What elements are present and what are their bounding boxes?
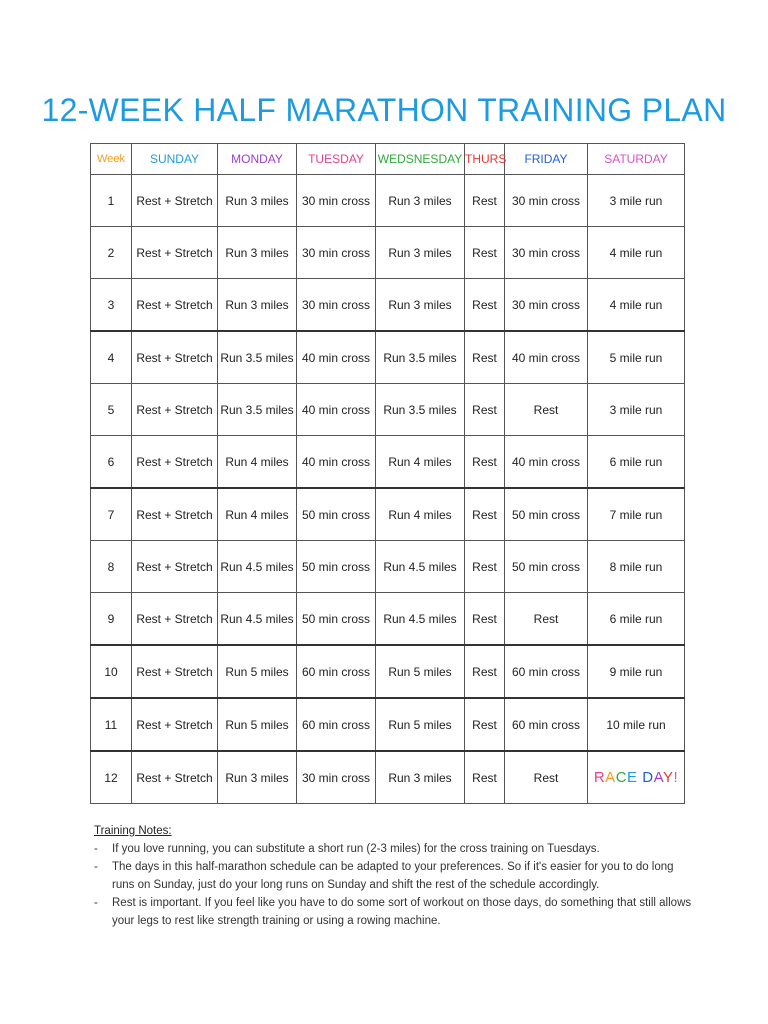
cell-friday: Rest [505,593,588,646]
cell-tuesday: 40 min cross [297,384,376,436]
note-bullet: - [94,861,98,873]
table-row [91,488,685,541]
note-bullet: - [94,843,98,855]
cell-thursday: Rest [465,645,505,698]
cell-wednesday: Run 3 miles [376,751,465,804]
cell-thursday: Rest [465,227,505,279]
page-title: 12-WEEK HALF MARATHON TRAINING PLAN [41,92,727,128]
cell-wednesday: Run 5 miles [376,645,465,698]
cell-sunday: Rest + Stretch [132,698,218,751]
cell-friday: 40 min cross [505,331,588,384]
cell-friday: 50 min cross [505,541,588,593]
cell-thursday: Rest [465,488,505,541]
table-row [91,436,685,489]
cell-sunday: Rest + Stretch [132,593,218,646]
cell-monday: Run 5 miles [218,645,297,698]
cell-week: 3 [91,279,132,332]
cell-thursday: Rest [465,751,505,804]
cell-week: 4 [91,331,132,384]
cell-week: 7 [91,488,132,541]
cell-week: 8 [91,541,132,593]
cell-monday: Run 4 miles [218,488,297,541]
cell-tuesday: 30 min cross [297,175,376,227]
cell-thursday: Rest [465,593,505,646]
cell-week: 6 [91,436,132,489]
column-header-saturday: SATURDAY [588,144,685,175]
cell-saturday: 6 mile run [588,436,685,489]
cell-wednesday: Run 5 miles [376,698,465,751]
table-row [91,331,685,384]
cell-thursday: Rest [465,175,505,227]
table-row [91,227,685,279]
cell-saturday: 10 mile run [588,698,685,751]
cell-saturday: 4 mile run [588,279,685,332]
cell-wednesday: Run 3 miles [376,279,465,332]
cell-sunday: Rest + Stretch [132,279,218,332]
cell-week: 1 [91,175,132,227]
column-header-friday: FRIDAY [505,144,588,175]
cell-sunday: Rest + Stretch [132,384,218,436]
training-notes-title: Training Notes: [94,825,172,837]
cell-saturday: 4 mile run [588,227,685,279]
cell-friday: 30 min cross [505,279,588,332]
table-row [91,541,685,593]
cell-wednesday: Run 3.5 miles [376,384,465,436]
column-header-tuesday: TUESDAY [297,144,376,175]
table-body [91,175,685,804]
column-header-week: Week [91,144,132,175]
cell-monday: Run 3 miles [218,227,297,279]
race-day-letter: C [615,769,628,786]
cell-wednesday: Run 3.5 miles [376,331,465,384]
race-day-letter: E [627,769,638,786]
cell-sunday: Rest + Stretch [132,227,218,279]
cell-week: 12 [91,751,132,804]
cell-tuesday: 40 min cross [297,436,376,489]
cell-wednesday: Run 4.5 miles [376,541,465,593]
cell-tuesday: 50 min cross [297,541,376,593]
cell-sunday: Rest + Stretch [132,488,218,541]
cell-sunday: Rest + Stretch [132,751,218,804]
cell-thursday: Rest [465,541,505,593]
column-header-wednesday: WEDSNESDAY [376,144,465,175]
cell-monday: Run 3 miles [218,751,297,804]
cell-tuesday: 30 min cross [297,751,376,804]
cell-friday: 40 min cross [505,436,588,489]
table-row [91,645,685,698]
cell-friday: 30 min cross [505,227,588,279]
cell-tuesday: 60 min cross [297,645,376,698]
cell-monday: Run 3.5 miles [218,384,297,436]
training-plan-table [90,143,685,804]
cell-tuesday: 60 min cross [297,698,376,751]
cell-sunday: Rest + Stretch [132,436,218,489]
note-text: The days in this half-marathon schedule can be adapted to your preferences. So if it's easier for you to do long runs on Sunday, just do your long runs on Sunday and shift the rest of the schedule accordingly. [112,861,674,891]
cell-saturday: 8 mile run [588,541,685,593]
cell-saturday: 6 mile run [588,593,685,646]
race-day-cell [588,751,685,804]
header-row [91,144,685,175]
race-day-letter: A [653,769,663,786]
cell-monday: Run 4 miles [218,436,297,489]
cell-thursday: Rest [465,331,505,384]
cell-week: 2 [91,227,132,279]
table-row [91,384,685,436]
column-header-thursday: THURS [465,144,505,175]
cell-tuesday: 50 min cross [297,488,376,541]
cell-thursday: Rest [465,279,505,332]
race-day-label [594,769,678,786]
cell-wednesday: Run 3 miles [376,175,465,227]
training-notes [94,822,694,930]
cell-saturday: 9 mile run [588,645,685,698]
note-item [94,894,694,930]
note-text: If you love running, you can substitute a short run (2-3 miles) for the cross training on Tuesdays. [112,843,600,855]
training-notes-list [94,840,694,930]
note-item [94,840,694,858]
race-day-letter: R [593,769,606,786]
column-header-monday: MONDAY [218,144,297,175]
note-bullet: - [94,897,98,909]
cell-monday: Run 3 miles [218,279,297,332]
cell-sunday: Rest + Stretch [132,645,218,698]
cell-sunday: Rest + Stretch [132,541,218,593]
cell-wednesday: Run 4.5 miles [376,593,465,646]
cell-wednesday: Run 4 miles [376,436,465,489]
table-row [91,593,685,646]
cell-week: 5 [91,384,132,436]
cell-sunday: Rest + Stretch [132,175,218,227]
cell-friday: Rest [505,384,588,436]
column-header-sunday: SUNDAY [132,144,218,175]
cell-thursday: Rest [465,384,505,436]
table-row [91,698,685,751]
cell-friday: 60 min cross [505,645,588,698]
cell-friday: 50 min cross [505,488,588,541]
cell-week: 9 [91,593,132,646]
cell-monday: Run 3.5 miles [218,331,297,384]
cell-saturday: 3 mile run [588,384,685,436]
cell-monday: Run 4.5 miles [218,541,297,593]
table-row [91,279,685,332]
cell-wednesday: Run 3 miles [376,227,465,279]
race-day-letter: D [642,769,654,786]
table-row [91,751,685,804]
cell-tuesday: 30 min cross [297,279,376,332]
cell-thursday: Rest [465,436,505,489]
cell-friday: 60 min cross [505,698,588,751]
cell-tuesday: 40 min cross [297,331,376,384]
cell-tuesday: 30 min cross [297,227,376,279]
race-day-letter: A [605,769,616,786]
table-row [91,175,685,227]
cell-wednesday: Run 4 miles [376,488,465,541]
cell-saturday: 7 mile run [588,488,685,541]
cell-week: 11 [91,698,132,751]
cell-monday: Run 4.5 miles [218,593,297,646]
cell-thursday: Rest [465,698,505,751]
cell-saturday: 3 mile run [588,175,685,227]
note-item [94,858,694,894]
race-day-letter: Y [662,769,674,786]
cell-friday: Rest [505,751,588,804]
race-day-letter: ! [673,769,679,786]
cell-saturday: 5 mile run [588,331,685,384]
cell-week: 10 [91,645,132,698]
cell-sunday: Rest + Stretch [132,331,218,384]
cell-monday: Run 5 miles [218,698,297,751]
note-text: Rest is important. If you feel like you have to do some sort of workout on those days, do something that still allows your legs to rest like strength training or using a rowing machine. [112,897,692,927]
cell-monday: Run 3 miles [218,175,297,227]
cell-tuesday: 50 min cross [297,593,376,646]
cell-friday: 30 min cross [505,175,588,227]
